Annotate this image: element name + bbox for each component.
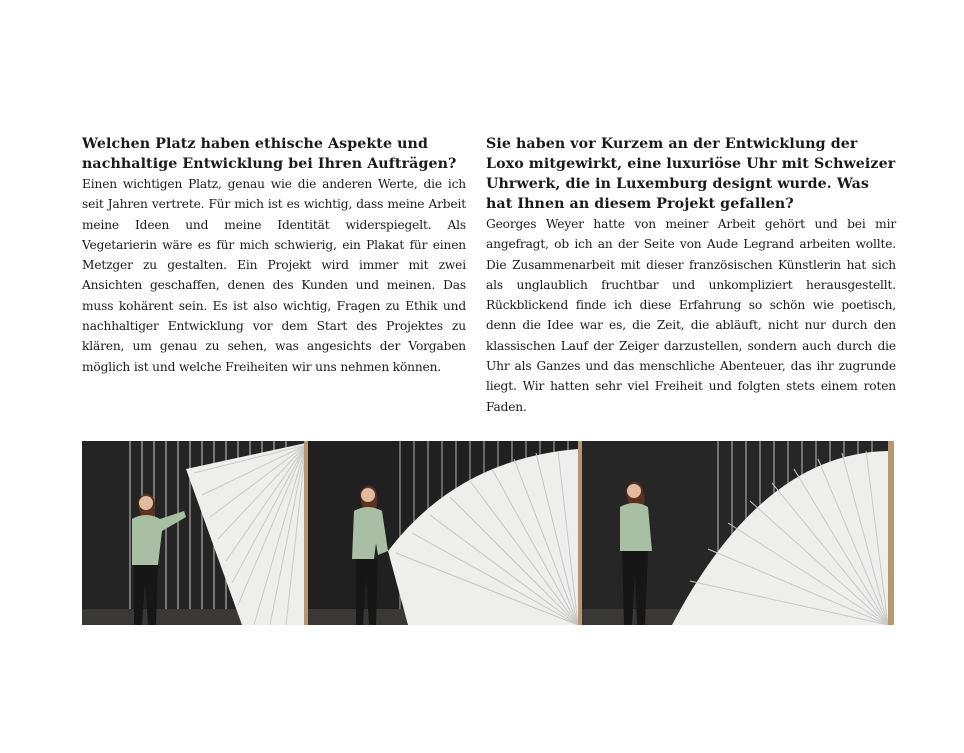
right-column bbox=[486, 134, 896, 417]
interview-answer-1: Einen wichtigen Platz, genau wie die anderen Werte, die ich seit Jahren vertrete. Für mich ist es wichtig, dass meine Arbeit meine Ideen und meine Identität widerspiegelt. Als Vegetarierin wäre es für mich schwierig, ein Plakat für einen Metzger zu gestalten. Ein Projekt wird immer mit zwei Ansichten geschaffen, denen des Kunden und meinen. Das muss kohärent sein. Es ist also wichtig, Fragen zu Ethik und nachhaltiger Entwicklung vor dem Start des Projektes zu klären, um genau zu sehen, was angesichts der Vorgaben möglich ist und welche Freiheiten wir uns nehmen können. bbox=[82, 177, 466, 374]
interview-question-2: Sie haben vor Kurzem an der Entwicklung der Loxo mitgewirkt, eine luxuriöse Uhr mit Schweizer Uhrwerk, die in Luxemburg designt wurde. Was hat Ihnen an diesem Projekt gefallen? bbox=[486, 136, 896, 212]
photo-2 bbox=[308, 441, 582, 625]
photo-1 bbox=[82, 441, 308, 625]
photo-sequence bbox=[82, 441, 894, 625]
interview-question-1: Welchen Platz haben ethische Aspekte und nachhaltige Entwicklung bei Ihren Aufträgen? bbox=[82, 136, 457, 172]
left-column bbox=[82, 134, 466, 377]
photo-3 bbox=[582, 441, 894, 625]
interview-answer-2: Georges Weyer hatte von meiner Arbeit gehört und bei mir angefragt, ob ich an der Seite von Aude Legrand arbeiten wollte. Die Zusammenarbeit mit dieser französischen Künstlerin hat sich als unglaublich fruchtbar und unkompliziert herausgestellt. Rückblickend finde ich diese Erfahrung so schön wie poetisch, denn die Idee war es, die Zeit, die abläuft, nicht nur durch den klassischen Lauf der Zeiger darzustellen, sondern auch durch die Uhr als Ganzes und das menschliche Abenteuer, das ihr zugrunde liegt. Wir hatten sehr viel Freiheit und folgten stets einem roten Faden. bbox=[486, 217, 896, 414]
